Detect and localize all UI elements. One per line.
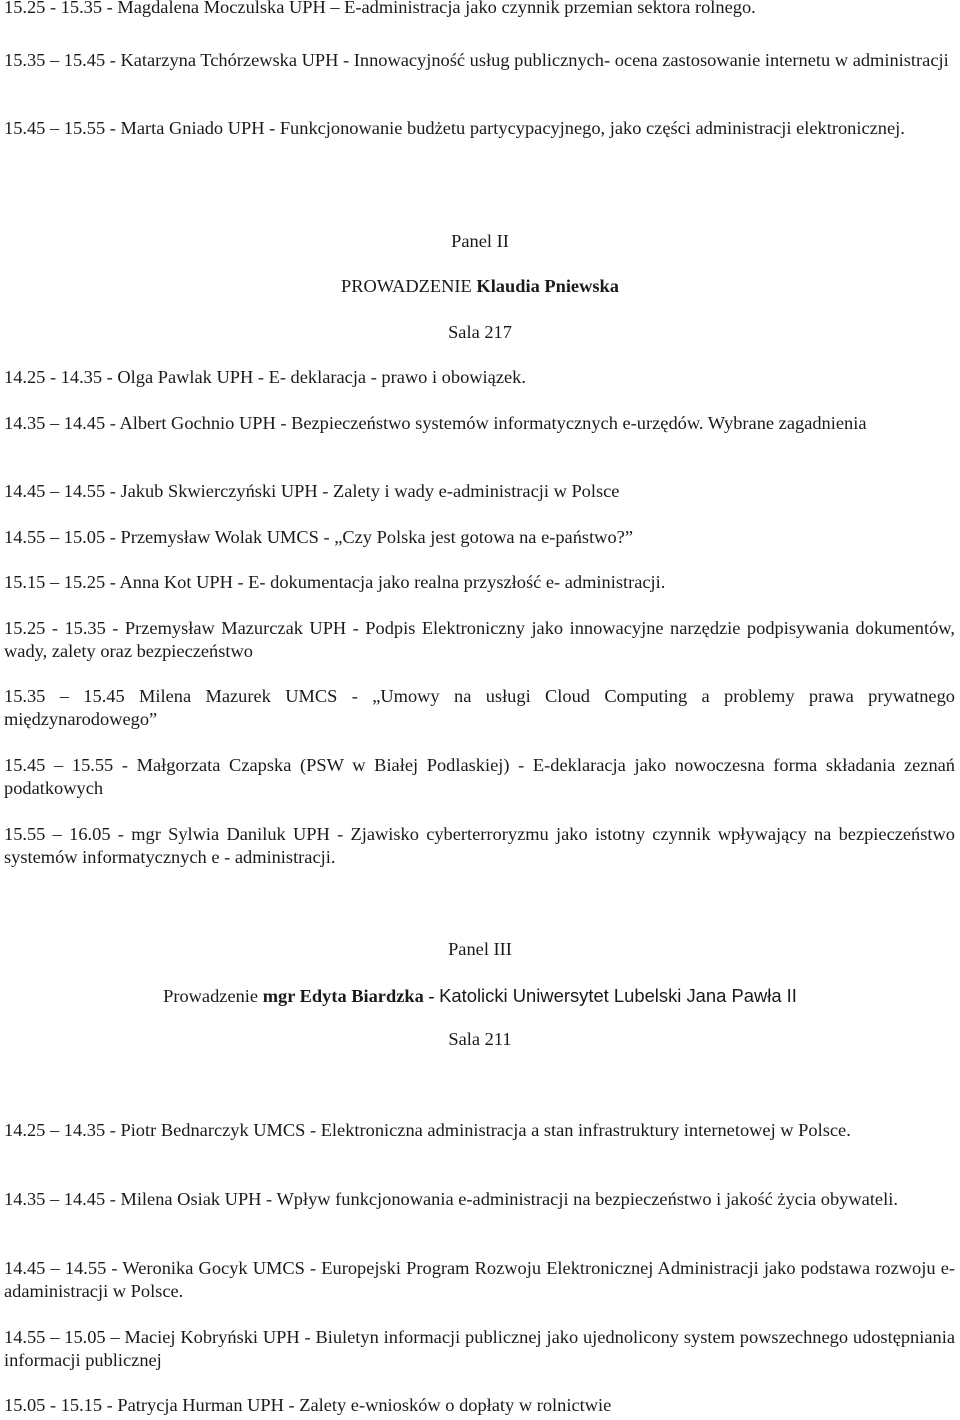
schedule-entry: 14.55 – 15.05 - Przemysław Wolak UMCS - „Czy Polska jest gotowa na e-państwo?”	[4, 527, 633, 547]
schedule-entry: 15.25 - 15.35 - Magdalena Moczulska UPH – E-administracja jako czynnik przemian sektora rolnego.	[4, 0, 756, 17]
schedule-entry: 15.35 – 15.45 - Katarzyna Tchórzewska UPH - Innowacyjność usług publicznych- ocena zastosowanie internetu w administracji	[4, 50, 949, 70]
panel-ii-room: Sala 217	[448, 322, 512, 342]
panel-iii-moderator	[0, 984, 960, 1008]
schedule-entry: 14.25 - 14.35 - Olga Pawlak UPH - E- deklaracja - prawo i obowiązek.	[4, 367, 526, 387]
panel-ii-moderator	[0, 275, 960, 298]
panel-ii-title: Panel II	[451, 231, 509, 251]
moderator-label: PROWADZENIE	[341, 276, 472, 296]
schedule-entry: 14.45 – 14.55 - Weronika Gocyk UMCS - Europejski Program Rozwoju Elektronicznej Administracji jako podstawa rozwoju e-adaministracji w Polsce.	[4, 1258, 955, 1301]
panel-iii-room: Sala 211	[448, 1029, 512, 1049]
moderator-label: Prowadzenie	[163, 986, 259, 1006]
schedule-entry: 15.45 – 15.55 - Marta Gniado UPH - Funkcjonowanie budżetu partycypacyjnego, jako części administracji elektronicznej.	[4, 118, 905, 138]
schedule-entry: 14.35 – 14.45 - Albert Gochnio UPH - Bezpieczeństwo systemów informatycznych e-urzędów. Wybrane zagadnienia	[4, 413, 867, 433]
schedule-entry: 15.05 - 15.15 - Patrycja Hurman UPH - Zalety e-wniosków o dopłaty w rolnictwie	[4, 1395, 612, 1415]
moderator-name: mgr Edyta Biardzka -	[262, 986, 435, 1006]
schedule-entry: 14.35 – 14.45 - Milena Osiak UPH - Wpływ funkcjonowania e-administracji na bezpieczeństwo i jakość życia obywateli.	[4, 1189, 898, 1209]
schedule-entry: 14.55 – 15.05 – Maciej Kobryński UPH - Biuletyn informacji publicznej jako ujednolicony system powszechnego udostępniania informacji publicznej	[4, 1327, 955, 1370]
moderator-name: Klaudia Pniewska	[476, 276, 619, 296]
moderator-affiliation: Katolicki Uniwersytet Lubelski Jana Pawła II	[439, 985, 797, 1006]
schedule-entry: 15.35 – 15.45 Milena Mazurek UMCS - „Umowy na usługi Cloud Computing a problemy prawa prywatnego międzynarodowego”	[4, 686, 955, 729]
schedule-entry: 14.45 – 14.55 - Jakub Skwierczyński UPH - Zalety i wady e-administracji w Polsce	[4, 481, 620, 501]
schedule-entry: 14.25 – 14.35 - Piotr Bednarczyk UMCS - Elektroniczna administracja a stan infrastruktury internetowej w Polsce.	[4, 1120, 851, 1140]
schedule-entry: 15.15 – 15.25 - Anna Kot UPH - E- dokumentacja jako realna przyszłość e- administracji.	[4, 572, 666, 592]
schedule-entry: 15.25 - 15.35 - Przemysław Mazurczak UPH - Podpis Elektroniczny jako innowacyjne narzędzie podpisywania dokumentów, wady, zalety oraz bezpieczeństwo	[4, 618, 955, 661]
schedule-entry: 15.45 – 15.55 - Małgorzata Czapska (PSW w Białej Podlaskiej) - E-deklaracja jako nowoczesna forma składania zeznań podatkowych	[4, 755, 955, 798]
panel-iii-title: Panel III	[448, 939, 512, 959]
schedule-entry: 15.55 – 16.05 - mgr Sylwia Daniluk UPH - Zjawisko cyberterroryzmu jako istotny czynnik wpływający na bezpieczeństwo systemów informatycznych e - administracji.	[4, 824, 955, 867]
